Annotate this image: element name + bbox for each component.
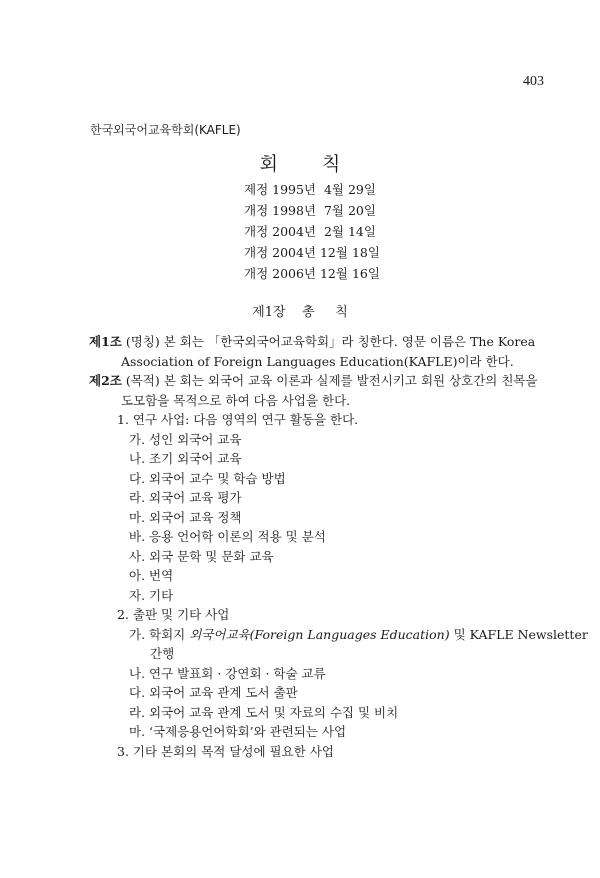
article-text-continued: 도모함을 목적으로 하여 다음 사업을 한다. bbox=[121, 392, 351, 408]
chapter-heading: 제1장 총 칙 bbox=[252, 305, 348, 320]
revision-line: 개정 2004년 2월 14일 bbox=[244, 224, 376, 239]
article-number: 제1조 bbox=[89, 334, 122, 349]
sub-item: 다. 외국어 교수 및 학습 방법 bbox=[129, 470, 286, 486]
sub-item-continued: 간행 bbox=[150, 646, 175, 661]
revision-line: 제정 1995년 4월 29일 bbox=[244, 182, 376, 197]
list-item: 1. 연구 사업: 다음 영역의 연구 활동을 한다. bbox=[117, 412, 359, 427]
sub-item: 가. 성인 외국어 교육 bbox=[129, 431, 242, 447]
sub-item: 다. 외국어 교육 관계 도서 출판 bbox=[129, 685, 298, 700]
revision-line: 개정 2004년 12월 18일 bbox=[244, 245, 380, 260]
society-header: 한국외국어교육학회(KAFLE) bbox=[90, 123, 241, 137]
sub-item: 사. 외국 문학 및 문화 교육 bbox=[129, 548, 274, 564]
sub-item: 자. 기타 bbox=[129, 587, 174, 603]
revision-history bbox=[244, 179, 380, 284]
revision-line: 개정 1998년 7월 20일 bbox=[244, 203, 376, 218]
sub-item: 가. 학회지 외국어교육(Foreign Languages Education) 및 KAFLE Newsletter bbox=[129, 626, 588, 642]
page-number: 403 bbox=[523, 74, 544, 89]
article-number: 제2조 bbox=[89, 373, 122, 388]
business-items bbox=[117, 410, 588, 761]
sub-item: 나. 연구 발표회 · 강연회 · 학술 교류 bbox=[129, 665, 326, 681]
articles-body bbox=[89, 332, 588, 761]
article-1 bbox=[89, 332, 536, 371]
article-2 bbox=[89, 371, 538, 410]
list-item: 3. 기타 본회의 목적 달성에 필요한 사업 bbox=[117, 743, 334, 759]
sub-item: 마. ‘국제응용언어학회’와 관련되는 사업 bbox=[129, 724, 347, 739]
list-item: 2. 출판 및 기타 사업 bbox=[117, 607, 230, 622]
sub-item: 나. 조기 외국어 교육 bbox=[129, 451, 242, 466]
sub-item: 라. 외국어 교육 관계 도서 및 자료의 수집 및 비치 bbox=[129, 704, 399, 720]
article-text: (목적) 본 회는 외국어 교육 이론과 실제를 발전시키고 회원 상호간의 친목을 bbox=[121, 373, 538, 388]
revision-line: 개정 2006년 12월 16일 bbox=[244, 266, 380, 281]
document-title bbox=[0, 149, 600, 176]
sub-item: 마. 외국어 교육 정책 bbox=[129, 509, 242, 525]
sub-item: 아. 번역 bbox=[129, 568, 174, 583]
sub-item: 바. 응용 언어학 이론의 적용 및 분석 bbox=[129, 529, 326, 544]
sub-item: 라. 외국어 교육 평가 bbox=[129, 490, 242, 505]
title-char-1: 회 bbox=[259, 153, 278, 175]
title-char-2: 칙 bbox=[322, 153, 341, 175]
article-text: (명칭) 본 회는 「한국외국어교육학회」라 칭한다. 영문 이름은 The Korea bbox=[121, 334, 536, 349]
journal-title: 외국어교육(Foreign Languages Education) bbox=[189, 626, 450, 642]
article-text-continued: Association of Foreign Languages Education(KAFLE)이라 한다. bbox=[121, 353, 514, 369]
